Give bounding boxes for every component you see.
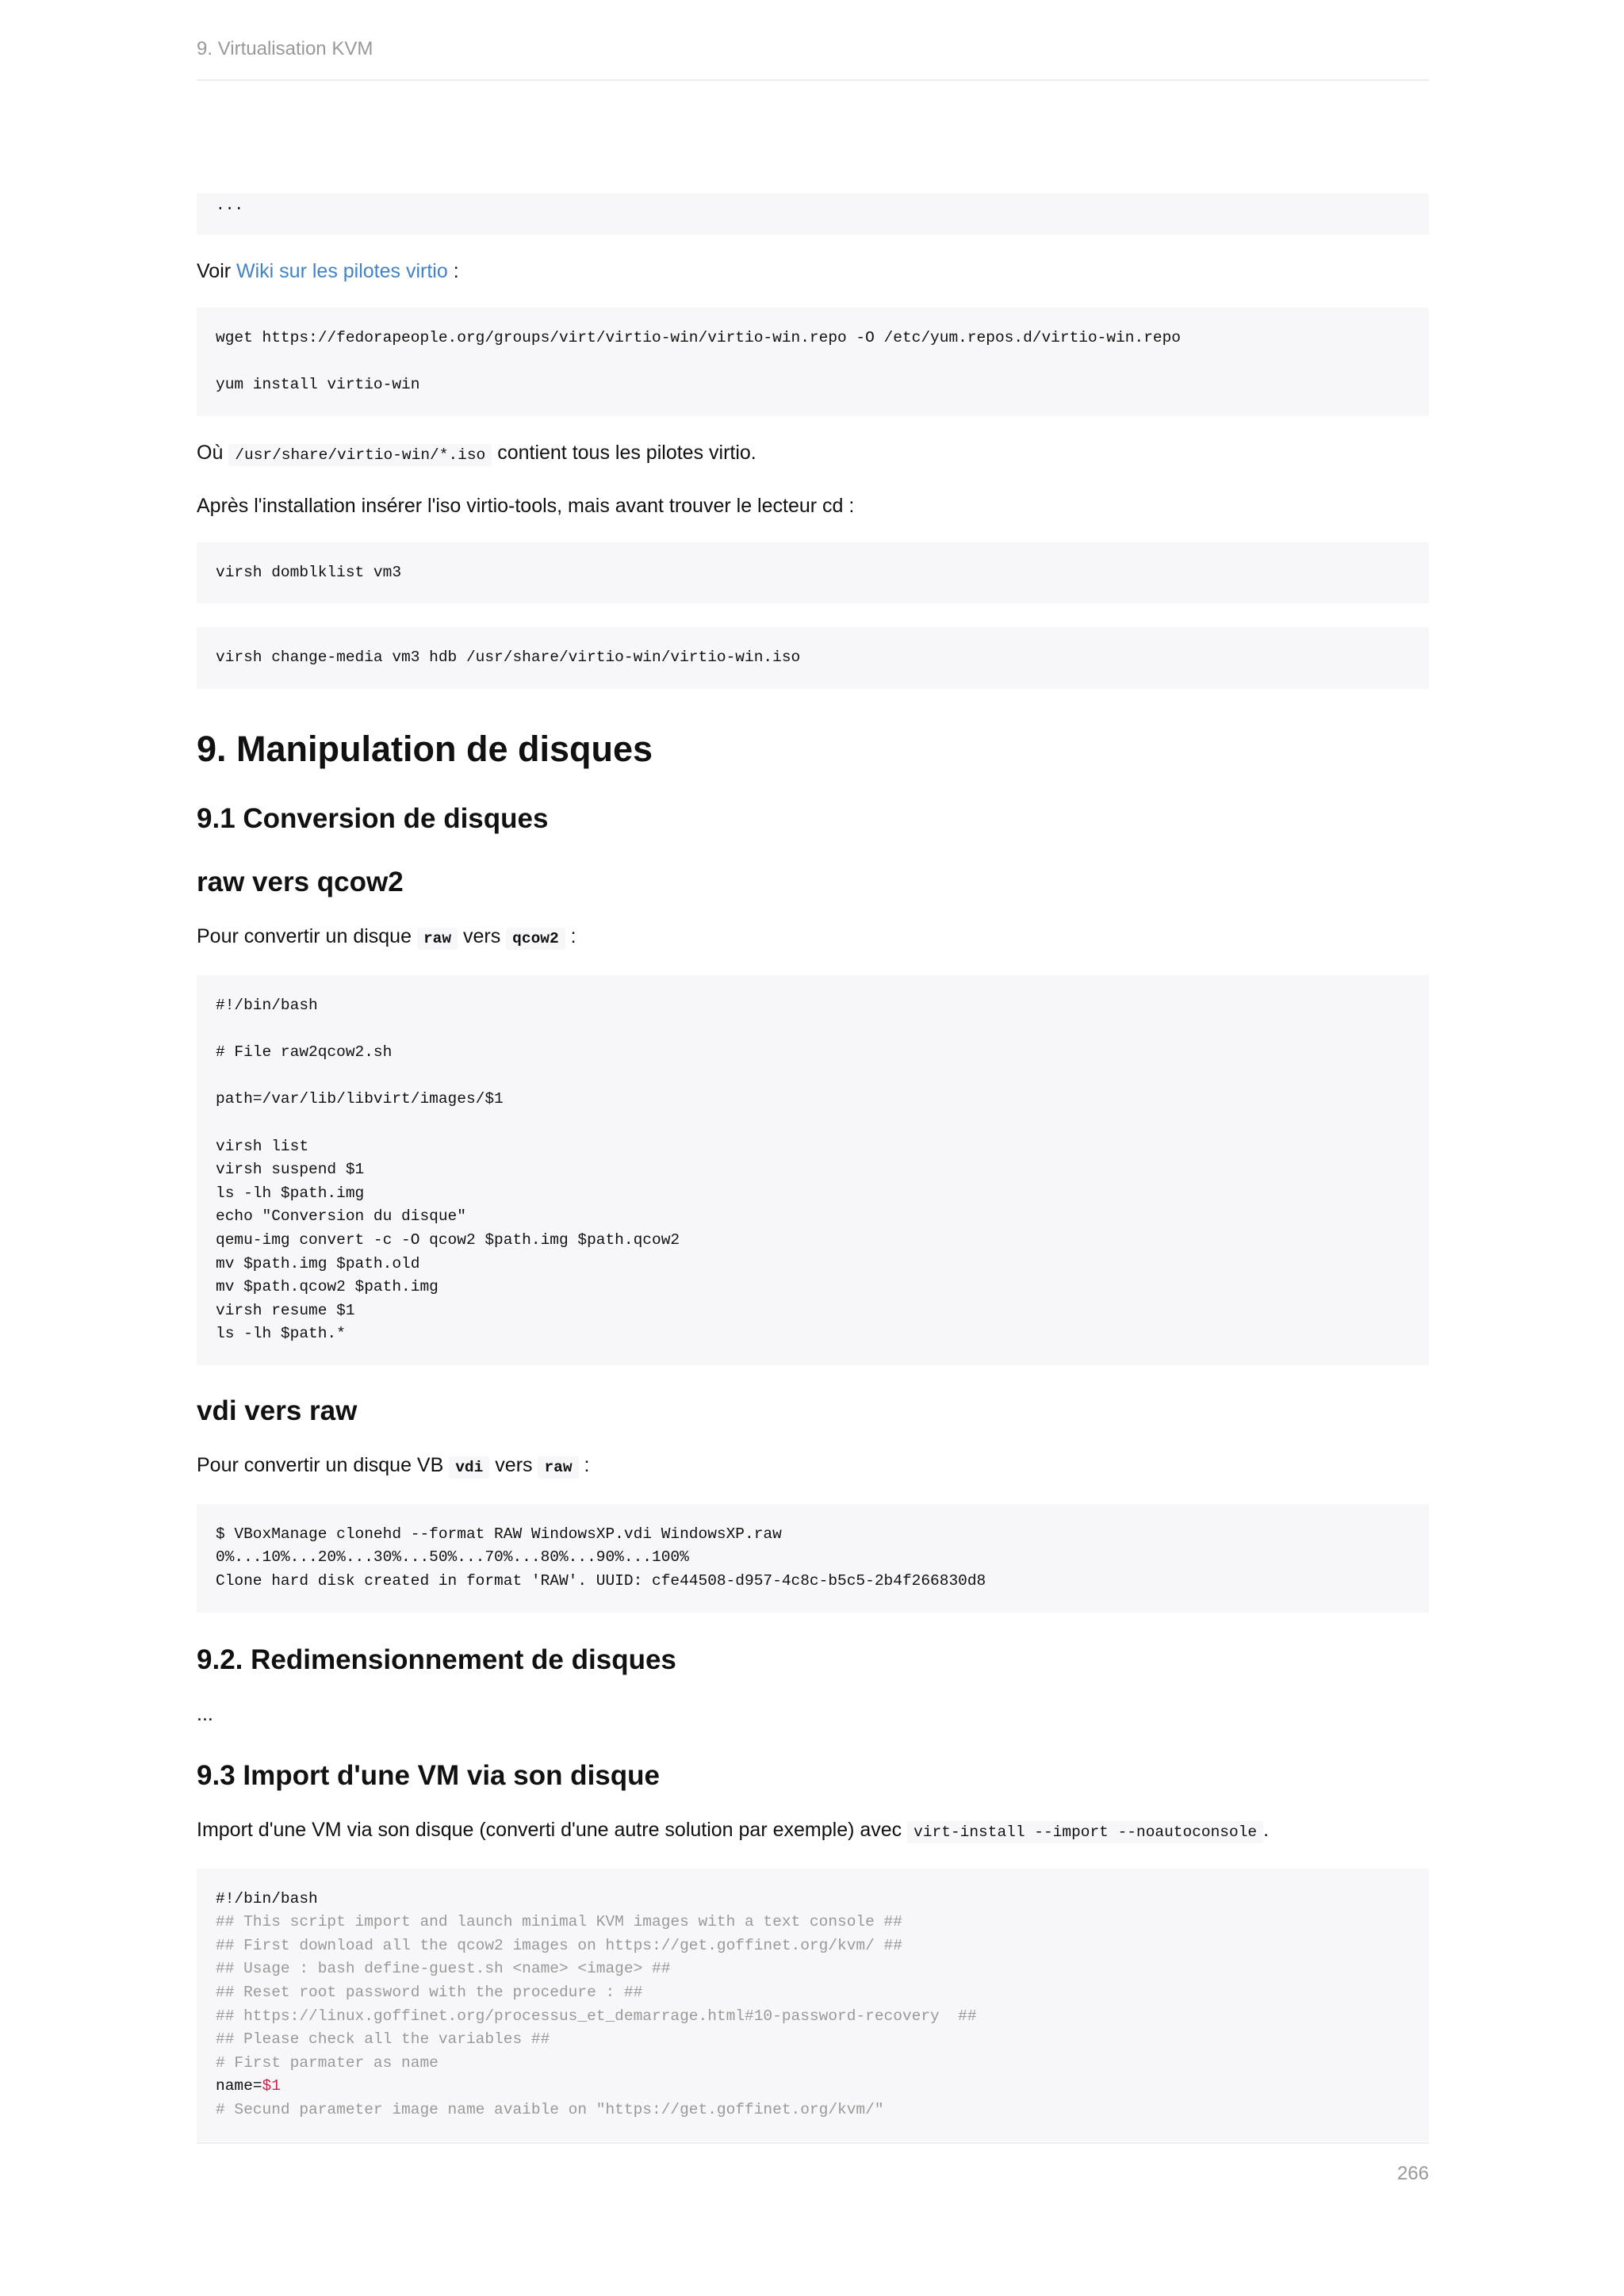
code-block-import-script bbox=[197, 1869, 1429, 2141]
running-header: 9. Virtualisation KVM bbox=[197, 38, 373, 59]
vdi-raw-paragraph bbox=[197, 1451, 1429, 1482]
code-comment: # Secund parameter image name avaible on "https://get.goffinet.org/kvm/" bbox=[216, 2101, 884, 2118]
resize-paragraph: ... bbox=[197, 1702, 213, 1725]
code-block-domblklist: virsh domblklist vm3 bbox=[197, 542, 1429, 604]
virtio-wiki-link[interactable]: Wiki sur les pilotes virtio bbox=[236, 260, 448, 282]
footer-divider bbox=[197, 2142, 1429, 2144]
virtio-intro-paragraph bbox=[197, 257, 1429, 285]
text-span: Pour convertir un disque VB bbox=[197, 1453, 450, 1476]
text-span: Import d'une VM via son disque (converti d'une autre solution par exemple) avec bbox=[197, 1818, 908, 1841]
code-comment: ## https://linux.goffinet.org/processus_et_demarrage.html#10-password-recovery ## bbox=[216, 2007, 977, 2025]
section-title: 9. Manipulation de disques bbox=[197, 728, 653, 769]
code-comment: # First parmater as name bbox=[216, 2053, 439, 2072]
header-divider bbox=[197, 79, 1429, 81]
text-span: vers bbox=[489, 1453, 538, 1476]
text-span: contient tous les pilotes virtio. bbox=[492, 441, 756, 464]
heading-vdi-vers-raw: vdi vers raw bbox=[197, 1395, 358, 1426]
code-block-wget: wget https://fedorapeople.org/groups/virt/virtio-win/virtio-win.repo -O /etc/yum.repos.d/virtio-win.repo yum install virtio-win bbox=[197, 308, 1429, 416]
code-comment: ## Please check all the variables ## bbox=[216, 2030, 550, 2049]
text-span: : bbox=[578, 1453, 590, 1476]
virtio-location-paragraph bbox=[197, 438, 1429, 469]
text-span: . bbox=[1263, 1818, 1270, 1841]
code-block-raw2qcow2-script: #!/bin/bash # File raw2qcow2.sh path=/var/lib/libvirt/images/$1 virsh list virsh suspend $1 ls -lh $path.img echo "Conversion du disque" qemu-img convert -c -O qcow2 $path.img $path.qcow2 mv $path.img $path.old mv $path.qcow2 $path.img virsh resume $1 ls -lh $path.* bbox=[197, 975, 1429, 1365]
inline-code-raw: raw bbox=[417, 928, 458, 950]
subsection-conversion: 9.1 Conversion de disques bbox=[197, 802, 549, 834]
code-shebang: #!/bin/bash bbox=[216, 1889, 318, 1908]
inline-code-iso-path: /usr/share/virtio-win/*.iso bbox=[228, 444, 492, 466]
code-block-continuation: ... bbox=[197, 193, 1429, 235]
code-block-change-media: virsh change-media vm3 hdb /usr/share/virtio-win/virtio-win.iso bbox=[197, 627, 1429, 689]
heading-raw-vers-qcow2: raw vers qcow2 bbox=[197, 866, 404, 897]
raw-qcow2-paragraph bbox=[197, 922, 1429, 953]
code-comment: ## Usage : bash define-guest.sh <name> <image> ## bbox=[216, 1960, 671, 1978]
inline-code-raw: raw bbox=[538, 1456, 578, 1479]
inline-code-qcow2: qcow2 bbox=[506, 928, 565, 950]
page-number: 266 bbox=[1396, 2163, 1429, 2184]
text-span: Où bbox=[197, 441, 229, 464]
text-span: : bbox=[447, 260, 459, 282]
subsection-import: 9.3 Import d'une VM via son disque bbox=[197, 1759, 660, 1791]
inline-code-vdi: vdi bbox=[449, 1456, 489, 1479]
text-span: Pour convertir un disque bbox=[197, 924, 417, 947]
subsection-resize: 9.2. Redimensionnement de disques bbox=[197, 1644, 676, 1675]
code-comment: ## First download all the qcow2 images on https://get.goffinet.org/kvm/ ## bbox=[216, 1936, 902, 1954]
code-comment: ## Reset root password with the procedure : ## bbox=[216, 1984, 643, 2002]
text-span: Voir bbox=[197, 260, 237, 282]
spacer bbox=[197, 603, 1429, 627]
inline-code-virt-install: virt-install --import --noautoconsole bbox=[907, 1821, 1263, 1843]
after-install-paragraph: Après l'installation insérer l'iso virtio-tools, mais avant trouver le lecteur cd : bbox=[197, 494, 855, 517]
page-content bbox=[197, 193, 1429, 2141]
code-variable: $1 bbox=[262, 2077, 281, 2095]
import-paragraph bbox=[197, 1816, 1429, 1846]
text-span: vers bbox=[458, 924, 507, 947]
code-assignment: name= bbox=[216, 2077, 262, 2095]
text-span: : bbox=[565, 924, 576, 947]
code-comment: ## This script import and launch minimal KVM images with a text console ## bbox=[216, 1913, 902, 1931]
code-block-vboxmanage: $ VBoxManage clonehd --format RAW WindowsXP.vdi WindowsXP.raw 0%...10%...20%...30%...50%...70%...80%...90%...100% Clone hard disk created in format 'RAW'. UUID: cfe44508-d957-4c8c-b5c5-2b4f266830d8 bbox=[197, 1504, 1429, 1613]
